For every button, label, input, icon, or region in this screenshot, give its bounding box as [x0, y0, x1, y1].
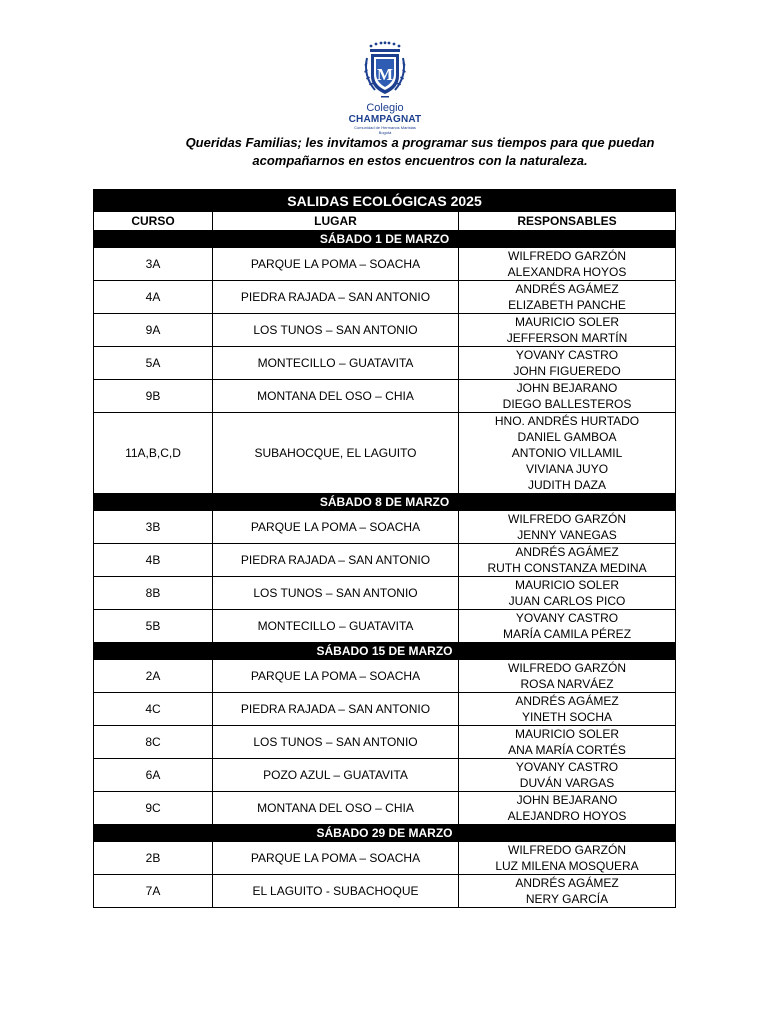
responsable-name: ALEXANDRA HOYOS [507, 265, 627, 279]
intro-line-2: acompañarnos en estos encuentros con la naturaleza. [252, 153, 588, 168]
table-row [94, 759, 676, 792]
cell-responsables [459, 511, 676, 544]
responsable-name: MAURICIO SOLER [515, 578, 620, 592]
cell-curso: 4B [94, 544, 213, 577]
cell-lugar: MONTANA DEL OSO – CHIA [213, 380, 459, 413]
responsable-name: JENNY VANEGAS [517, 528, 617, 542]
cell-curso: 2A [94, 660, 213, 693]
logo-name-line4: Bogotá [378, 130, 392, 135]
responsable-name: ANDRÉS AGÁMEZ [515, 545, 619, 559]
cell-responsables [459, 413, 676, 494]
responsable-name: YINETH SOCHA [522, 710, 613, 724]
table-row [94, 726, 676, 759]
table-row [94, 248, 676, 281]
cell-curso: 3B [94, 511, 213, 544]
responsable-name: YOVANY CASTRO [515, 760, 619, 774]
responsable-name: JUAN CARLOS PICO [508, 594, 626, 608]
cell-lugar: POZO AZUL – GUATAVITA [213, 759, 459, 792]
date-label: SÁBADO 15 DE MARZO [94, 643, 676, 660]
cell-curso: 3A [94, 248, 213, 281]
cell-curso: 4C [94, 693, 213, 726]
cell-responsables [459, 281, 676, 314]
table-row [94, 413, 676, 494]
cell-responsables [459, 577, 676, 610]
cell-curso: 2B [94, 842, 213, 875]
logo-name-line2: CHAMPAGNAT [348, 114, 422, 125]
cell-lugar: MONTANA DEL OSO – CHIA [213, 792, 459, 825]
header-lugar: LUGAR [213, 212, 459, 231]
responsable-name: ALEJANDRO HOYOS [507, 809, 627, 823]
svg-text:M: M [376, 65, 394, 84]
header-curso: CURSO [94, 212, 213, 231]
responsable-name: MAURICIO SOLER [515, 315, 620, 329]
cell-responsables [459, 380, 676, 413]
responsable-name: WILFREDO GARZÓN [508, 661, 627, 675]
cell-responsables [459, 693, 676, 726]
table-row [94, 347, 676, 380]
cell-responsables [459, 660, 676, 693]
responsable-name: YOVANY CASTRO [515, 611, 619, 625]
table-row [94, 281, 676, 314]
cell-curso: 6A [94, 759, 213, 792]
table-row [94, 842, 676, 875]
school-crest-icon [361, 40, 409, 102]
schedule-table [93, 189, 676, 908]
responsable-name: WILFREDO GARZÓN [508, 512, 627, 526]
responsable-name: ANTONIO VILLAMIL [511, 446, 623, 460]
header-responsables: RESPONSABLES [459, 212, 676, 231]
cell-curso: 9B [94, 380, 213, 413]
responsable-name: MAURICIO SOLER [515, 727, 620, 741]
cell-curso: 9A [94, 314, 213, 347]
responsable-name: JUDITH DAZA [528, 478, 607, 492]
responsable-name: HNO. ANDRÉS HURTADO [494, 414, 640, 428]
cell-lugar: EL LAGUITO - SUBACHOQUE [213, 875, 459, 908]
cell-responsables [459, 314, 676, 347]
table-row [94, 314, 676, 347]
responsable-name: JOHN BEJARANO [516, 381, 618, 395]
responsable-name: JEFFERSON MARTÍN [506, 331, 628, 345]
responsable-name: NERY GARCÍA [525, 892, 609, 906]
table-row [94, 660, 676, 693]
cell-lugar: PARQUE LA POMA – SOACHA [213, 511, 459, 544]
responsable-name: DANIEL GAMBOA [517, 430, 617, 444]
cell-curso: 5A [94, 347, 213, 380]
cell-responsables [459, 792, 676, 825]
cell-responsables [459, 875, 676, 908]
responsable-name: DIEGO BALLESTEROS [502, 397, 632, 411]
cell-lugar: PARQUE LA POMA – SOACHA [213, 248, 459, 281]
table-row [94, 577, 676, 610]
table-row [94, 544, 676, 577]
intro-line-1: Queridas Familias; les invitamos a programar sus tiempos para que puedan [185, 135, 655, 150]
date-row [94, 231, 676, 248]
responsable-name: JOHN FIGUEREDO [513, 364, 621, 378]
cell-lugar: LOS TUNOS – SAN ANTONIO [213, 314, 459, 347]
cell-lugar: PIEDRA RAJADA – SAN ANTONIO [213, 693, 459, 726]
table-title-row [94, 190, 676, 212]
cell-lugar: PARQUE LA POMA – SOACHA [213, 842, 459, 875]
responsable-name: ANDRÉS AGÁMEZ [515, 282, 619, 296]
date-label: SÁBADO 29 DE MARZO [94, 825, 676, 842]
responsable-name: LUZ MILENA MOSQUERA [495, 859, 639, 873]
date-row [94, 494, 676, 511]
cell-responsables [459, 347, 676, 380]
cell-lugar: PIEDRA RAJADA – SAN ANTONIO [213, 544, 459, 577]
logo-name-line1: Colegio [366, 102, 404, 114]
cell-responsables [459, 248, 676, 281]
table-row [94, 792, 676, 825]
cell-responsables [459, 610, 676, 643]
responsable-name: ROSA NARVÁEZ [520, 677, 614, 691]
cell-curso: 9C [94, 792, 213, 825]
date-row [94, 825, 676, 842]
table-header-row [94, 212, 676, 231]
cell-responsables [459, 759, 676, 792]
cell-lugar: SUBAHOCQUE, EL LAGUITO [213, 413, 459, 494]
cell-responsables [459, 726, 676, 759]
cell-curso: 4A [94, 281, 213, 314]
responsable-name: RUTH CONSTANZA MEDINA [487, 561, 647, 575]
table-row [94, 511, 676, 544]
cell-curso: 8C [94, 726, 213, 759]
responsable-name: VIVIANA JUYO [526, 462, 609, 476]
cell-lugar: PARQUE LA POMA – SOACHA [213, 660, 459, 693]
responsable-name: ANDRÉS AGÁMEZ [515, 876, 619, 890]
responsable-name: JOHN BEJARANO [516, 793, 618, 807]
cell-curso: 5B [94, 610, 213, 643]
cell-lugar: MONTECILLO – GUATAVITA [213, 610, 459, 643]
table-title: SALIDAS ECOLÓGICAS 2025 [94, 190, 676, 212]
cell-curso: 11A,B,C,D [94, 413, 213, 494]
date-row [94, 643, 676, 660]
responsable-name: ELIZABETH PANCHE [508, 298, 626, 312]
table-row [94, 380, 676, 413]
responsable-name: WILFREDO GARZÓN [508, 843, 627, 857]
responsable-name: ANDRÉS AGÁMEZ [515, 694, 619, 708]
cell-responsables [459, 544, 676, 577]
table-row [94, 610, 676, 643]
intro-message [150, 134, 690, 170]
responsable-name: DUVÁN VARGAS [519, 776, 615, 790]
cell-lugar: LOS TUNOS – SAN ANTONIO [213, 726, 459, 759]
responsable-name: YOVANY CASTRO [515, 348, 619, 362]
responsable-name: MARÍA CAMILA PÉREZ [502, 627, 632, 641]
cell-responsables [459, 842, 676, 875]
cell-lugar: MONTECILLO – GUATAVITA [213, 347, 459, 380]
cell-lugar: PIEDRA RAJADA – SAN ANTONIO [213, 281, 459, 314]
logo-name-line3: Comunidad de Hermanos Maristas [354, 125, 416, 130]
responsable-name: ANA MARÍA CORTÉS [508, 743, 626, 757]
responsable-name: WILFREDO GARZÓN [508, 249, 627, 263]
table-row [94, 693, 676, 726]
date-label: SÁBADO 1 DE MARZO [94, 231, 676, 248]
cell-curso: 8B [94, 577, 213, 610]
date-label: SÁBADO 8 DE MARZO [94, 494, 676, 511]
cell-lugar: LOS TUNOS – SAN ANTONIO [213, 577, 459, 610]
cell-curso: 7A [94, 875, 213, 908]
table-row [94, 875, 676, 908]
school-logo [340, 40, 430, 135]
